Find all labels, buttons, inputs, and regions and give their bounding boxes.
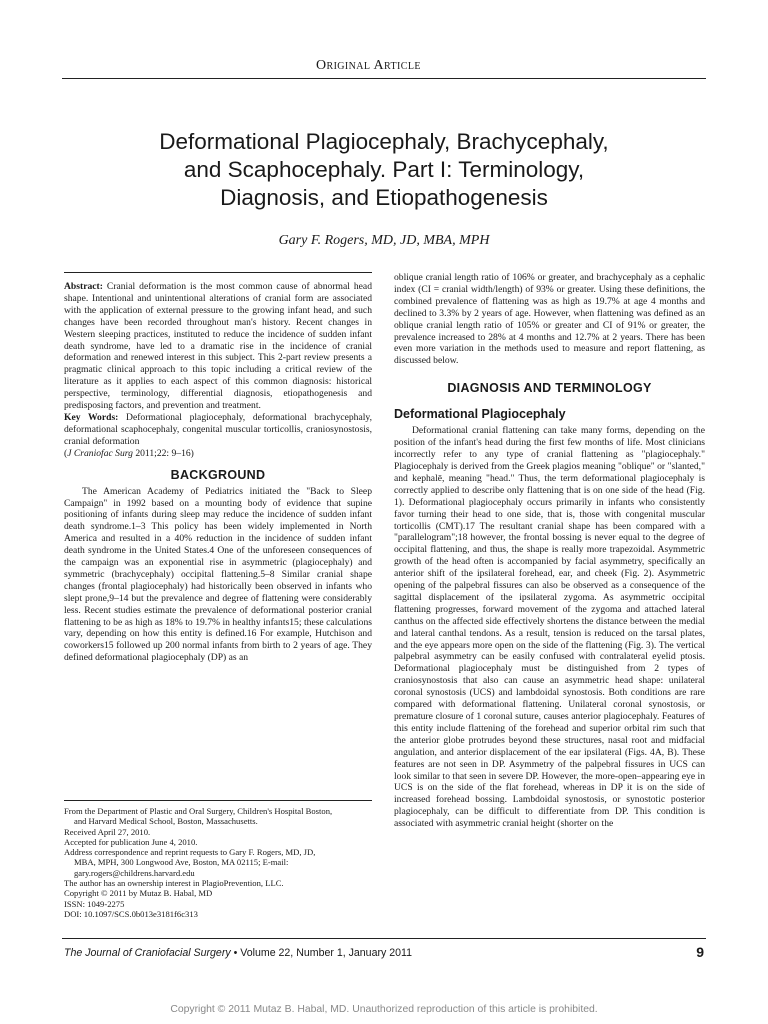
right-column [394,272,705,830]
footnote-line: The author has an ownership interest in PlagioPrevention, LLC. [64,878,284,889]
footnote-line: DOI: 10.1097/SCS.0b013e3181f6c313 [64,908,198,919]
journal-issue: Volume 22, Number 1, January 2011 [240,947,413,959]
abstract-rule [64,272,372,273]
citation [64,448,372,460]
citation-open: ( [64,447,68,459]
header-rule [62,78,706,79]
author-byline: Gary F. Rogers, MD, JD, MBA, MPH [278,233,490,248]
left-column [64,272,372,664]
background-text: The American Academy of Pediatrics initiated the "Back to Sleep Campaign" in 1992 based on a mounting body of evidence that supine positioning of infants during sleep may reduce the incidence of sudden infant death syndrome.1–3 This policy has been widely implemented in North America and resulted in a 40% reduction in the incidence of sudden infant death syndrome in the United States.4 One of the unforeseen consequences of the campaign was an exponential rise in asymmetric (plagiocephaly) and symmetric (brachycephaly) occipital flattening.5–8 Similar cranial shape changes (frontal plagiocephaly) had historically been observed in infants who slept prone,9–14 but the prevalence and degree of flattening were considerably less. Recent studies estimate the prevalence of deformational posterior cranial flattening to be as high as 18% to 19.7% in healthy infants15; these calculations vary, depending on how this entity is defined.16 For example, Hutchison and coworkers15 followed up 200 normal infants from birth to 2 years of age. They defined deformational plagiocephaly (DP) as an [64,485,372,664]
keywords-text: Deformational plagiocephaly, deformational brachycephaly, deformational scaphocephaly, congenital muscular torticollis, craniosynostosis, cranial deformation [64,411,372,447]
footnote-line: ISSN: 1049-2275 [64,898,125,909]
journal-footer [64,947,412,959]
footnote-line: and Harvard Medical School, Boston, Massachusetts. [74,816,258,827]
title-line-2: and Scaphocephaly. Part I: Terminology, [183,157,585,182]
footnote-line: Address correspondence and reprint requests to Gary F. Rogers, MD, JD, [64,847,316,858]
footnote-rule [64,800,372,801]
article-title [62,128,706,212]
deformational-plagiocephaly-heading: Deformational Plagiocephaly [394,407,566,422]
footnote-line: MBA, MPH, 300 Longwood Ave, Boston, MA 02115; E-mail: [74,857,289,868]
keywords-label: Key Words: [64,411,119,423]
footer-rule [62,938,706,939]
title-line-1: Deformational Plagiocephaly, Brachycephaly, [159,129,609,154]
footnote [64,806,372,919]
footnote-line: Accepted for publication June 4, 2010. [64,836,198,847]
footnote-email[interactable]: gary.rogers@childrens.harvard.edu [74,867,195,878]
section-label: Original Article [316,58,421,73]
copyright-notice: Copyright © 2011 Mutaz B. Habal, MD. Unauthorized reproduction of this article is prohibited. [170,1004,598,1015]
footer-separator: • [230,947,241,959]
journal-name: The Journal of Craniofacial Surgery [64,947,231,959]
citation-rest: 2011;22: 9–16) [132,447,194,459]
background-heading: BACKGROUND [170,467,266,482]
footnote-line: Received April 27, 2010. [64,826,151,837]
abstract [64,281,372,412]
diagnosis-body-text: Deformational cranial flattening can take many forms, depending on the position of the infant's head during the first few months of life. Most clinicians incorrectly refer to any type of cranial flattening as "plagiocephaly." Plagiocephaly is derived from the Greek plagios meaning "oblique" or "slanted," and kephalē, meaning "head." Thus, the term deformational plagiocephaly is correctly applied to describe only flattening that is on one side of the head (Fig. 1). Deformational plagiocephaly occurs primarily in infants who consistently favor turning their head to one side, that is, those with congenital muscular torticollis (CMT).17 The resultant cranial shape has been compared with a "parallelogram";18 however, the frontal bossing is never equal to the degree of occipital flattening, and thus, the shape is really more trapezoidal. Asymmetric growth of the head often is accompanied by facial asymmetry, specifically an anterior shift of the ipsilateral forehead, ear, and cheek (Fig. 2). Asymmetric opening of the palpebral fissures can also be observed as a consequence of the sagittal displacement of the ipsilateral zygoma. As asymmetric occipital flattening progresses, forward movement of the zygoma and attached lateral canthus on the affected side effectively shortens the distance between the medial and lateral canthal tendons. As a result, tension is reduced on the tarsal plates, and the eye appears more open on the side of the flattening (Fig. 3). The vertical palpebral asymmetry can be easily confused with contralateral eyelid ptosis. Deformational plagiocephaly must be distinguished from 2 types of craniosynostosis that also can cause an asymmetric head shape: unilateral coronal synostosis (UCS) and lambdoidal synostosis. Both conditions are rare compared with deformational flattening. Unilateral coronal synostosis, or premature closure of 1 coronal suture, causes anterior plagiocephaly. Features of this entity include flattening of the forehead and superior orbital rim such that the anterior globe protrudes beyond these structures, nasal root and midfacial angulation, and anterior displacement of the ear ipsilateral (Figs. 4A, B). These features are not seen in DP. Asymmetry of the palpebral fissures in UCS can look similar to that seen in severe DP. However, the more-open–appearing eye in UCS is on the side of the flat forehead, whereas in DP it is on the side of increased forehead bossing. Lambdoidal synostosis, or synostotic posterior plagiocephaly, can be difficult to differentiate from DP. This condition is associated with asymmetric cranial height (shorter on the [394,425,705,830]
abstract-text: Cranial deformation is the most common cause of abnormal head shape. Intentional and unintentional alterations of cranial form are associated with the application of external pressure to the growing infant head, and such changes have been recorded throughout man's history. Recent changes in Western sleeping practices, instituted to reduce the incidence of sudden infant death syndrome, have led to a dramatic rise in the incidence of cranial deformation and renewed interest in this subject. This 2-part review presents a pragmatic clinical approach to this topic including a critical review of the literature as it applies to each aspect of this common diagnosis: historical perspective, terminology, differential diagnosis, etiopathogenesis and predisposing factors, and prevention and treatment. [64,281,372,412]
diagnosis-heading: DIAGNOSIS AND TERMINOLOGY [447,381,652,396]
keywords [64,412,372,448]
footnote-line: Copyright © 2011 by Mutaz B. Habal, MD [64,888,213,899]
right-intro-text: oblique cranial length ratio of 106% or greater, and brachycephaly as a cephalic index (CI = cranial width/length) of 93% or greater. Using these definitions, the combined prevalence of flattening was as high as 19.7% at age 4 months and declined to 3.3% by 2 years of age. However, when flattening was defined as an oblique cranial length ratio of 105% or greater and CI of 91% or greater, the prevalence increased to 28% at 4 months and 12.7% at 2 years. There has been even more variation in the methods used to measure and report flattening, as discussed below. [394,272,705,367]
title-line-3: Diagnosis, and Etiopathogenesis [220,185,548,210]
page-number: 9 [696,944,704,960]
footnote-line: From the Department of Plastic and Oral Surgery, Children's Hospital Boston, [64,806,333,816]
abstract-label: Abstract: [64,281,103,292]
citation-journal: J Craniofac Surg [67,447,133,459]
